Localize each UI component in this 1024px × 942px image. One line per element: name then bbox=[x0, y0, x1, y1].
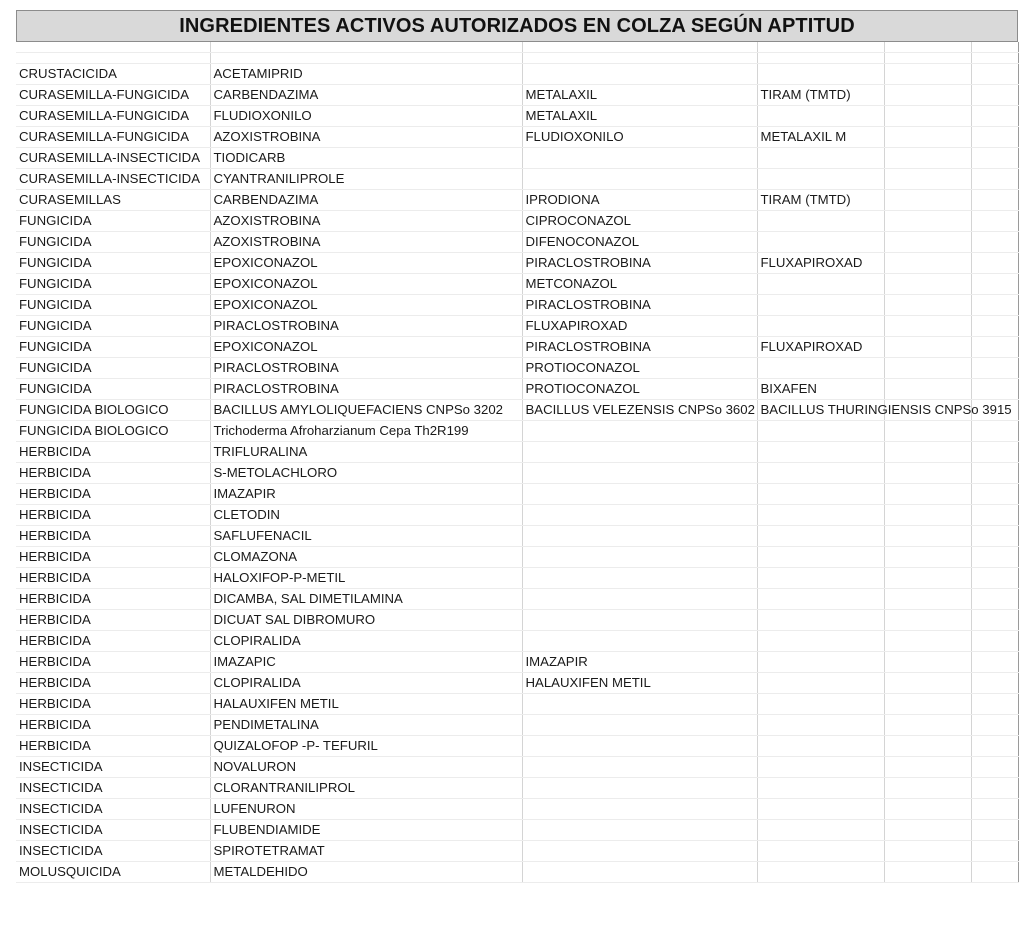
ingredient-1-cell[interactable]: S-METOLACHLORO bbox=[210, 462, 522, 483]
aptitud-cell[interactable]: CURASEMILLAS bbox=[16, 189, 210, 210]
ingredient-1-cell[interactable]: FLUBENDIAMIDE bbox=[210, 819, 522, 840]
ingredient-3-cell[interactable] bbox=[757, 105, 884, 126]
table-row bbox=[16, 420, 1018, 441]
empty-cell[interactable] bbox=[884, 168, 971, 189]
empty-cell[interactable] bbox=[971, 504, 1018, 525]
table-row bbox=[16, 714, 1018, 735]
table-row bbox=[16, 105, 1018, 126]
empty-cell[interactable] bbox=[971, 294, 1018, 315]
empty-cell[interactable] bbox=[884, 567, 971, 588]
ingredient-2-cell[interactable]: DIFENOCONAZOL bbox=[522, 231, 757, 252]
ingredient-2-cell[interactable] bbox=[522, 609, 757, 630]
ingredient-2-cell[interactable] bbox=[522, 483, 757, 504]
aptitud-cell[interactable]: HERBICIDA bbox=[16, 714, 210, 735]
table-row bbox=[16, 462, 1018, 483]
empty-cell[interactable] bbox=[971, 588, 1018, 609]
ingredient-3-cell[interactable] bbox=[757, 504, 884, 525]
empty-cell[interactable] bbox=[884, 777, 971, 798]
empty-cell[interactable] bbox=[884, 315, 971, 336]
empty-cell[interactable] bbox=[884, 420, 971, 441]
ingredient-1-cell[interactable]: PIRACLOSTROBINA bbox=[210, 357, 522, 378]
ingredient-2-cell[interactable] bbox=[522, 420, 757, 441]
empty-cell[interactable] bbox=[884, 735, 971, 756]
ingredients-table bbox=[16, 42, 1019, 883]
ingredient-1-cell[interactable]: CLETODIN bbox=[210, 504, 522, 525]
ingredient-2-cell[interactable]: IPRODIONA bbox=[522, 189, 757, 210]
empty-cell[interactable] bbox=[16, 52, 210, 63]
empty-cell[interactable] bbox=[971, 52, 1018, 63]
ingredient-1-cell[interactable]: CARBENDAZIMA bbox=[210, 189, 522, 210]
ingredient-1-cell[interactable]: SAFLUFENACIL bbox=[210, 525, 522, 546]
empty-cell[interactable] bbox=[757, 42, 884, 52]
empty-cell[interactable] bbox=[971, 210, 1018, 231]
empty-cell[interactable] bbox=[884, 63, 971, 84]
empty-cell[interactable] bbox=[884, 483, 971, 504]
table-row bbox=[16, 399, 1018, 420]
aptitud-cell[interactable]: HERBICIDA bbox=[16, 588, 210, 609]
ingredient-2-cell[interactable]: PROTIOCONAZOL bbox=[522, 357, 757, 378]
ingredient-1-cell[interactable]: TRIFLURALINA bbox=[210, 441, 522, 462]
ingredient-3-cell[interactable]: TIRAM (TMTD) bbox=[757, 84, 884, 105]
empty-cell[interactable] bbox=[971, 252, 1018, 273]
empty-cell[interactable] bbox=[971, 168, 1018, 189]
ingredient-1-cell[interactable]: CYANTRANILIPROLE bbox=[210, 168, 522, 189]
aptitud-cell[interactable]: CRUSTACICIDA bbox=[16, 63, 210, 84]
ingredient-1-cell[interactable]: IMAZAPIR bbox=[210, 483, 522, 504]
ingredient-3-cell[interactable] bbox=[757, 735, 884, 756]
sheet-title: INGREDIENTES ACTIVOS AUTORIZADOS EN COLZA SEGÚN APTITUD bbox=[16, 10, 1018, 42]
table-row bbox=[16, 84, 1018, 105]
empty-cell[interactable] bbox=[884, 651, 971, 672]
aptitud-cell[interactable]: HERBICIDA bbox=[16, 609, 210, 630]
empty-cell[interactable] bbox=[971, 231, 1018, 252]
ingredient-2-cell[interactable]: METALAXIL bbox=[522, 84, 757, 105]
aptitud-cell[interactable]: HERBICIDA bbox=[16, 504, 210, 525]
blank-row bbox=[16, 52, 1018, 63]
empty-cell[interactable] bbox=[884, 441, 971, 462]
ingredient-1-cell[interactable]: BACILLUS AMYLOLIQUEFACIENS CNPSo 3202 bbox=[210, 399, 522, 420]
ingredient-3-cell[interactable] bbox=[757, 210, 884, 231]
ingredient-2-cell[interactable] bbox=[522, 798, 757, 819]
table-row bbox=[16, 546, 1018, 567]
table-row bbox=[16, 567, 1018, 588]
table-row bbox=[16, 126, 1018, 147]
ingredient-3-cell[interactable]: BIXAFEN bbox=[757, 378, 884, 399]
empty-cell[interactable] bbox=[971, 42, 1018, 52]
empty-cell[interactable] bbox=[971, 861, 1018, 882]
ingredient-1-cell[interactable]: CLOMAZONA bbox=[210, 546, 522, 567]
ingredient-1-cell[interactable]: EPOXICONAZOL bbox=[210, 252, 522, 273]
ingredient-2-cell[interactable] bbox=[522, 441, 757, 462]
ingredient-3-cell[interactable] bbox=[757, 315, 884, 336]
empty-cell[interactable] bbox=[884, 840, 971, 861]
empty-cell[interactable] bbox=[971, 672, 1018, 693]
empty-cell[interactable] bbox=[971, 819, 1018, 840]
empty-cell[interactable] bbox=[971, 567, 1018, 588]
ingredient-2-cell[interactable] bbox=[522, 588, 757, 609]
empty-cell[interactable] bbox=[884, 861, 971, 882]
empty-cell[interactable] bbox=[971, 63, 1018, 84]
ingredient-2-cell[interactable]: IMAZAPIR bbox=[522, 651, 757, 672]
empty-cell[interactable] bbox=[884, 42, 971, 52]
table-body bbox=[16, 42, 1018, 882]
ingredient-3-cell[interactable] bbox=[757, 420, 884, 441]
ingredient-3-cell[interactable] bbox=[757, 861, 884, 882]
table-row bbox=[16, 861, 1018, 882]
ingredient-1-cell[interactable]: EPOXICONAZOL bbox=[210, 273, 522, 294]
table-row bbox=[16, 252, 1018, 273]
ingredient-2-cell[interactable] bbox=[522, 840, 757, 861]
empty-cell[interactable] bbox=[757, 52, 884, 63]
aptitud-cell[interactable]: HERBICIDA bbox=[16, 441, 210, 462]
aptitud-cell[interactable]: FUNGICIDA BIOLOGICO bbox=[16, 399, 210, 420]
ingredient-1-cell[interactable]: QUIZALOFOP -P- TEFURIL bbox=[210, 735, 522, 756]
empty-cell[interactable] bbox=[884, 378, 971, 399]
table-row bbox=[16, 483, 1018, 504]
aptitud-cell[interactable]: HERBICIDA bbox=[16, 630, 210, 651]
empty-cell[interactable] bbox=[971, 777, 1018, 798]
empty-cell[interactable] bbox=[884, 52, 971, 63]
table-row bbox=[16, 210, 1018, 231]
ingredient-3-cell[interactable] bbox=[757, 231, 884, 252]
table-row bbox=[16, 630, 1018, 651]
ingredient-1-cell[interactable]: HALOXIFOP-P-METIL bbox=[210, 567, 522, 588]
table-row bbox=[16, 609, 1018, 630]
table-row bbox=[16, 588, 1018, 609]
ingredient-3-cell[interactable] bbox=[757, 147, 884, 168]
empty-cell[interactable] bbox=[884, 231, 971, 252]
empty-cell[interactable] bbox=[971, 147, 1018, 168]
ingredient-3-cell[interactable] bbox=[757, 651, 884, 672]
aptitud-cell[interactable]: HERBICIDA bbox=[16, 462, 210, 483]
ingredient-2-cell[interactable]: METALAXIL bbox=[522, 105, 757, 126]
ingredient-2-cell[interactable] bbox=[522, 546, 757, 567]
empty-cell[interactable] bbox=[971, 798, 1018, 819]
ingredient-1-cell[interactable]: CLORANTRANILIPROL bbox=[210, 777, 522, 798]
ingredient-2-cell[interactable]: PIRACLOSTROBINA bbox=[522, 252, 757, 273]
aptitud-cell[interactable]: INSECTICIDA bbox=[16, 840, 210, 861]
ingredient-1-cell[interactable]: HALAUXIFEN METIL bbox=[210, 693, 522, 714]
ingredient-1-cell[interactable]: PIRACLOSTROBINA bbox=[210, 378, 522, 399]
empty-cell[interactable] bbox=[971, 126, 1018, 147]
table-row bbox=[16, 651, 1018, 672]
ingredient-1-cell[interactable]: Trichoderma Afroharzianum Cepa Th2R199 bbox=[210, 420, 522, 441]
ingredient-2-cell[interactable] bbox=[522, 147, 757, 168]
table-row bbox=[16, 819, 1018, 840]
aptitud-cell[interactable]: HERBICIDA bbox=[16, 546, 210, 567]
ingredient-1-cell[interactable]: ACETAMIPRID bbox=[210, 63, 522, 84]
table-row bbox=[16, 777, 1018, 798]
ingredient-2-cell[interactable] bbox=[522, 504, 757, 525]
ingredient-1-cell[interactable]: DICUAT SAL DIBROMURO bbox=[210, 609, 522, 630]
ingredient-3-cell[interactable] bbox=[757, 63, 884, 84]
empty-cell[interactable] bbox=[971, 315, 1018, 336]
ingredient-2-cell[interactable] bbox=[522, 714, 757, 735]
ingredient-2-cell[interactable]: PROTIOCONAZOL bbox=[522, 378, 757, 399]
empty-cell[interactable] bbox=[884, 504, 971, 525]
table-row bbox=[16, 735, 1018, 756]
aptitud-cell[interactable]: FUNGICIDA bbox=[16, 357, 210, 378]
ingredient-2-cell[interactable] bbox=[522, 861, 757, 882]
ingredient-2-cell[interactable] bbox=[522, 777, 757, 798]
ingredient-3-cell[interactable] bbox=[757, 588, 884, 609]
empty-cell[interactable] bbox=[971, 420, 1018, 441]
ingredient-3-cell[interactable] bbox=[757, 483, 884, 504]
ingredient-3-cell[interactable]: FLUXAPIROXAD bbox=[757, 252, 884, 273]
ingredient-2-cell[interactable] bbox=[522, 63, 757, 84]
empty-cell[interactable] bbox=[884, 819, 971, 840]
empty-cell[interactable] bbox=[884, 210, 971, 231]
empty-cell[interactable] bbox=[884, 609, 971, 630]
empty-cell[interactable] bbox=[971, 651, 1018, 672]
aptitud-cell[interactable]: FUNGICIDA bbox=[16, 273, 210, 294]
aptitud-cell[interactable]: FUNGICIDA bbox=[16, 336, 210, 357]
ingredient-2-cell[interactable]: METCONAZOL bbox=[522, 273, 757, 294]
ingredient-3-cell[interactable] bbox=[757, 357, 884, 378]
ingredient-1-cell[interactable]: AZOXISTROBINA bbox=[210, 231, 522, 252]
empty-cell[interactable] bbox=[971, 378, 1018, 399]
empty-cell[interactable] bbox=[971, 546, 1018, 567]
aptitud-cell[interactable]: MOLUSQUICIDA bbox=[16, 861, 210, 882]
aptitud-cell[interactable]: HERBICIDA bbox=[16, 525, 210, 546]
table-row bbox=[16, 294, 1018, 315]
table-row bbox=[16, 756, 1018, 777]
ingredient-2-cell[interactable]: PIRACLOSTROBINA bbox=[522, 294, 757, 315]
empty-cell[interactable] bbox=[971, 336, 1018, 357]
aptitud-cell[interactable]: HERBICIDA bbox=[16, 567, 210, 588]
table-row bbox=[16, 441, 1018, 462]
aptitud-cell[interactable]: CURASEMILLA-INSECTICIDA bbox=[16, 147, 210, 168]
empty-cell[interactable] bbox=[884, 147, 971, 168]
table-row bbox=[16, 798, 1018, 819]
ingredient-2-cell[interactable]: HALAUXIFEN METIL bbox=[522, 672, 757, 693]
table-row bbox=[16, 63, 1018, 84]
empty-cell[interactable] bbox=[884, 357, 971, 378]
aptitud-cell[interactable]: INSECTICIDA bbox=[16, 777, 210, 798]
aptitud-cell[interactable]: CURASEMILLA-FUNGICIDA bbox=[16, 84, 210, 105]
ingredient-1-cell[interactable]: PIRACLOSTROBINA bbox=[210, 315, 522, 336]
aptitud-cell[interactable]: INSECTICIDA bbox=[16, 756, 210, 777]
aptitud-cell[interactable]: FUNGICIDA bbox=[16, 210, 210, 231]
empty-cell[interactable] bbox=[16, 42, 210, 52]
ingredient-3-cell[interactable]: TIRAM (TMTD) bbox=[757, 189, 884, 210]
ingredient-1-cell[interactable]: CARBENDAZIMA bbox=[210, 84, 522, 105]
ingredient-3-cell[interactable]: METALAXIL M bbox=[757, 126, 884, 147]
empty-cell[interactable] bbox=[884, 273, 971, 294]
ingredient-3-cell[interactable] bbox=[757, 798, 884, 819]
empty-cell[interactable] bbox=[522, 42, 757, 52]
ingredient-3-cell[interactable] bbox=[757, 294, 884, 315]
ingredient-1-cell[interactable]: EPOXICONAZOL bbox=[210, 336, 522, 357]
aptitud-cell[interactable]: HERBICIDA bbox=[16, 483, 210, 504]
ingredient-3-cell[interactable] bbox=[757, 819, 884, 840]
ingredient-2-cell[interactable] bbox=[522, 735, 757, 756]
ingredient-2-cell[interactable] bbox=[522, 819, 757, 840]
empty-cell[interactable] bbox=[884, 294, 971, 315]
ingredient-1-cell[interactable]: EPOXICONAZOL bbox=[210, 294, 522, 315]
aptitud-cell[interactable]: FUNGICIDA bbox=[16, 315, 210, 336]
table-row bbox=[16, 336, 1018, 357]
aptitud-cell[interactable]: HERBICIDA bbox=[16, 672, 210, 693]
ingredient-1-cell[interactable]: SPIROTETRAMAT bbox=[210, 840, 522, 861]
ingredient-2-cell[interactable] bbox=[522, 567, 757, 588]
table-row bbox=[16, 168, 1018, 189]
empty-cell[interactable] bbox=[884, 693, 971, 714]
empty-cell[interactable] bbox=[971, 273, 1018, 294]
ingredient-1-cell[interactable]: CLOPIRALIDA bbox=[210, 672, 522, 693]
ingredient-3-cell[interactable] bbox=[757, 630, 884, 651]
table-row bbox=[16, 189, 1018, 210]
ingredient-3-cell[interactable] bbox=[757, 756, 884, 777]
table-row bbox=[16, 693, 1018, 714]
ingredient-3-cell[interactable] bbox=[757, 777, 884, 798]
aptitud-cell[interactable]: FUNGICIDA bbox=[16, 378, 210, 399]
table-row bbox=[16, 525, 1018, 546]
aptitud-cell[interactable]: INSECTICIDA bbox=[16, 798, 210, 819]
empty-cell[interactable] bbox=[971, 525, 1018, 546]
aptitud-cell[interactable]: HERBICIDA bbox=[16, 651, 210, 672]
empty-cell[interactable] bbox=[884, 672, 971, 693]
ingredient-1-cell[interactable]: TIODICARB bbox=[210, 147, 522, 168]
empty-cell[interactable] bbox=[971, 84, 1018, 105]
ingredient-3-cell[interactable] bbox=[757, 567, 884, 588]
ingredient-2-cell[interactable]: PIRACLOSTROBINA bbox=[522, 336, 757, 357]
ingredient-2-cell[interactable] bbox=[522, 525, 757, 546]
ingredient-3-cell[interactable] bbox=[757, 693, 884, 714]
aptitud-cell[interactable]: HERBICIDA bbox=[16, 693, 210, 714]
empty-cell[interactable] bbox=[884, 546, 971, 567]
empty-cell[interactable] bbox=[884, 462, 971, 483]
ingredient-1-cell[interactable]: METALDEHIDO bbox=[210, 861, 522, 882]
table-row bbox=[16, 231, 1018, 252]
empty-cell[interactable] bbox=[884, 105, 971, 126]
ingredient-3-cell[interactable] bbox=[757, 714, 884, 735]
ingredient-3-cell[interactable] bbox=[757, 168, 884, 189]
ingredient-3-cell[interactable] bbox=[757, 273, 884, 294]
empty-cell[interactable] bbox=[884, 525, 971, 546]
empty-cell[interactable] bbox=[971, 756, 1018, 777]
empty-cell[interactable] bbox=[884, 189, 971, 210]
ingredient-2-cell[interactable] bbox=[522, 756, 757, 777]
table-row bbox=[16, 273, 1018, 294]
ingredient-3-cell[interactable] bbox=[757, 462, 884, 483]
ingredient-1-cell[interactable]: LUFENURON bbox=[210, 798, 522, 819]
ingredient-1-cell[interactable]: NOVALURON bbox=[210, 756, 522, 777]
aptitud-cell[interactable]: FUNGICIDA bbox=[16, 252, 210, 273]
ingredient-3-cell[interactable]: FLUXAPIROXAD bbox=[757, 336, 884, 357]
ingredient-2-cell[interactable] bbox=[522, 693, 757, 714]
ingredient-2-cell[interactable]: CIPROCONAZOL bbox=[522, 210, 757, 231]
table-row bbox=[16, 672, 1018, 693]
empty-cell[interactable] bbox=[884, 84, 971, 105]
ingredient-1-cell[interactable]: CLOPIRALIDA bbox=[210, 630, 522, 651]
table-row bbox=[16, 840, 1018, 861]
empty-cell[interactable] bbox=[971, 630, 1018, 651]
ingredient-2-cell[interactable]: FLUDIOXONILO bbox=[522, 126, 757, 147]
ingredient-1-cell[interactable]: IMAZAPIC bbox=[210, 651, 522, 672]
empty-cell[interactable] bbox=[971, 693, 1018, 714]
empty-cell[interactable] bbox=[971, 357, 1018, 378]
empty-cell[interactable] bbox=[884, 756, 971, 777]
empty-cell[interactable] bbox=[884, 126, 971, 147]
aptitud-cell[interactable]: CURASEMILLA-FUNGICIDA bbox=[16, 126, 210, 147]
empty-cell[interactable] bbox=[884, 798, 971, 819]
empty-cell[interactable] bbox=[884, 588, 971, 609]
ingredient-2-cell[interactable]: BACILLUS VELEZENSIS CNPSo 3602 bbox=[522, 399, 757, 420]
ingredient-3-cell[interactable] bbox=[757, 441, 884, 462]
ingredient-1-cell[interactable]: DICAMBA, SAL DIMETILAMINA bbox=[210, 588, 522, 609]
empty-cell[interactable] bbox=[971, 441, 1018, 462]
ingredient-2-cell[interactable] bbox=[522, 630, 757, 651]
ingredient-1-cell[interactable]: AZOXISTROBINA bbox=[210, 126, 522, 147]
ingredient-3-cell[interactable] bbox=[757, 525, 884, 546]
aptitud-cell[interactable]: FUNGICIDA bbox=[16, 231, 210, 252]
empty-cell[interactable] bbox=[210, 42, 522, 52]
ingredient-3-cell[interactable] bbox=[757, 672, 884, 693]
blank-row bbox=[16, 42, 1018, 52]
empty-cell[interactable] bbox=[884, 630, 971, 651]
aptitud-cell[interactable]: FUNGICIDA BIOLOGICO bbox=[16, 420, 210, 441]
ingredient-1-cell[interactable]: AZOXISTROBINA bbox=[210, 210, 522, 231]
ingredient-3-cell[interactable] bbox=[757, 609, 884, 630]
empty-cell[interactable] bbox=[971, 735, 1018, 756]
ingredient-3-cell[interactable] bbox=[757, 546, 884, 567]
ingredient-2-cell[interactable] bbox=[522, 168, 757, 189]
ingredient-2-cell[interactable]: FLUXAPIROXAD bbox=[522, 315, 757, 336]
spreadsheet bbox=[16, 10, 1018, 883]
table-row bbox=[16, 315, 1018, 336]
aptitud-cell[interactable]: INSECTICIDA bbox=[16, 819, 210, 840]
table-row bbox=[16, 378, 1018, 399]
table-row bbox=[16, 147, 1018, 168]
empty-cell[interactable] bbox=[884, 714, 971, 735]
empty-cell[interactable] bbox=[884, 252, 971, 273]
empty-cell[interactable] bbox=[971, 462, 1018, 483]
ingredient-3-cell[interactable] bbox=[757, 840, 884, 861]
ingredient-1-cell[interactable]: FLUDIOXONILO bbox=[210, 105, 522, 126]
aptitud-cell[interactable]: CURASEMILLA-INSECTICIDA bbox=[16, 168, 210, 189]
empty-cell[interactable] bbox=[971, 609, 1018, 630]
empty-cell[interactable] bbox=[884, 336, 971, 357]
aptitud-cell[interactable]: FUNGICIDA bbox=[16, 294, 210, 315]
empty-cell[interactable] bbox=[971, 483, 1018, 504]
empty-cell[interactable] bbox=[210, 52, 522, 63]
empty-cell[interactable] bbox=[522, 52, 757, 63]
aptitud-cell[interactable]: CURASEMILLA-FUNGICIDA bbox=[16, 105, 210, 126]
table-row bbox=[16, 357, 1018, 378]
empty-cell[interactable] bbox=[971, 105, 1018, 126]
ingredient-2-cell[interactable] bbox=[522, 462, 757, 483]
empty-cell[interactable] bbox=[971, 840, 1018, 861]
ingredient-3-cell[interactable]: BACILLUS THURINGIENSIS CNPSo 3915 bbox=[757, 399, 884, 420]
ingredient-1-cell[interactable]: PENDIMETALINA bbox=[210, 714, 522, 735]
table-row bbox=[16, 504, 1018, 525]
aptitud-cell[interactable]: HERBICIDA bbox=[16, 735, 210, 756]
empty-cell[interactable] bbox=[971, 714, 1018, 735]
empty-cell[interactable] bbox=[971, 189, 1018, 210]
